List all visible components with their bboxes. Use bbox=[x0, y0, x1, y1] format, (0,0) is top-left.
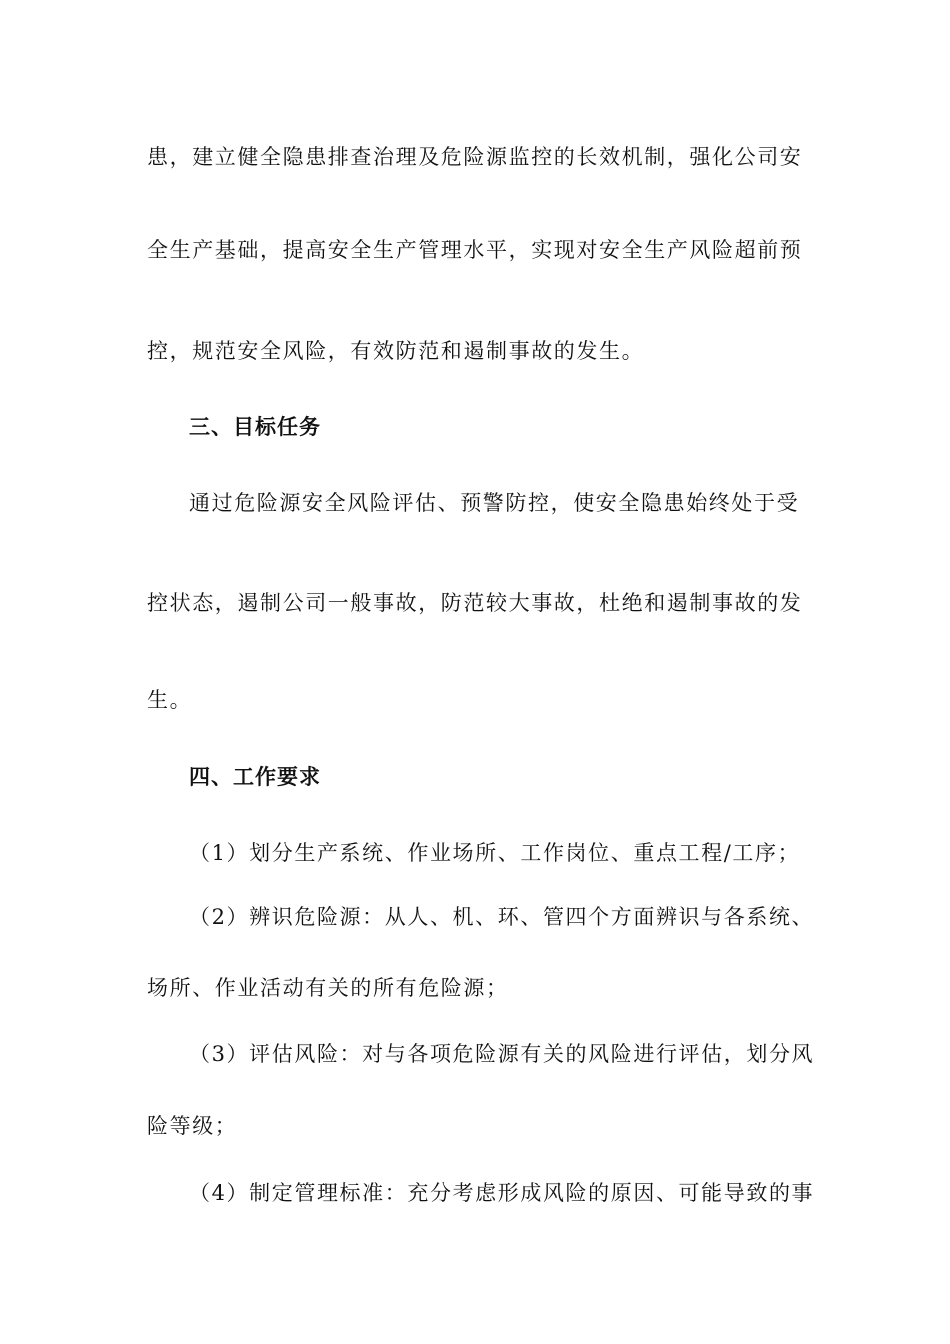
body-text-line: 控，规范安全风险，有效防范和遏制事故的发生。 bbox=[147, 339, 645, 363]
body-text-line: 生。 bbox=[147, 688, 193, 712]
list-item: （4）制定管理标准：充分考虑形成风险的原因、可能导致的事 bbox=[189, 1181, 815, 1205]
body-text-line: 患，建立健全隐患排查治理及危险源监控的长效机制，强化公司安 bbox=[147, 145, 803, 169]
section-heading-requirements: 四、工作要求 bbox=[189, 764, 321, 789]
list-item: （2）辨识危险源：从人、机、环、管四个方面辨识与各系统、 bbox=[189, 905, 815, 929]
list-item: （1）划分生产系统、作业场所、工作岗位、重点工程/工序； bbox=[189, 841, 801, 865]
section-heading-goals: 三、目标任务 bbox=[189, 414, 321, 439]
list-item-continuation: 场所、作业活动有关的所有危险源； bbox=[147, 976, 509, 1000]
body-text-line: 控状态，遏制公司一般事故，防范较大事故，杜绝和遏制事故的发 bbox=[147, 591, 803, 615]
body-text-line: 通过危险源安全风险评估、预警防控，使安全隐患始终处于受 bbox=[189, 491, 800, 515]
list-item-continuation: 险等级； bbox=[147, 1114, 238, 1138]
body-text-line: 全生产基础，提高安全生产管理水平，实现对安全生产风险超前预 bbox=[147, 238, 803, 262]
list-item: （3）评估风险：对与各项危险源有关的风险进行评估，划分风 bbox=[189, 1042, 815, 1066]
